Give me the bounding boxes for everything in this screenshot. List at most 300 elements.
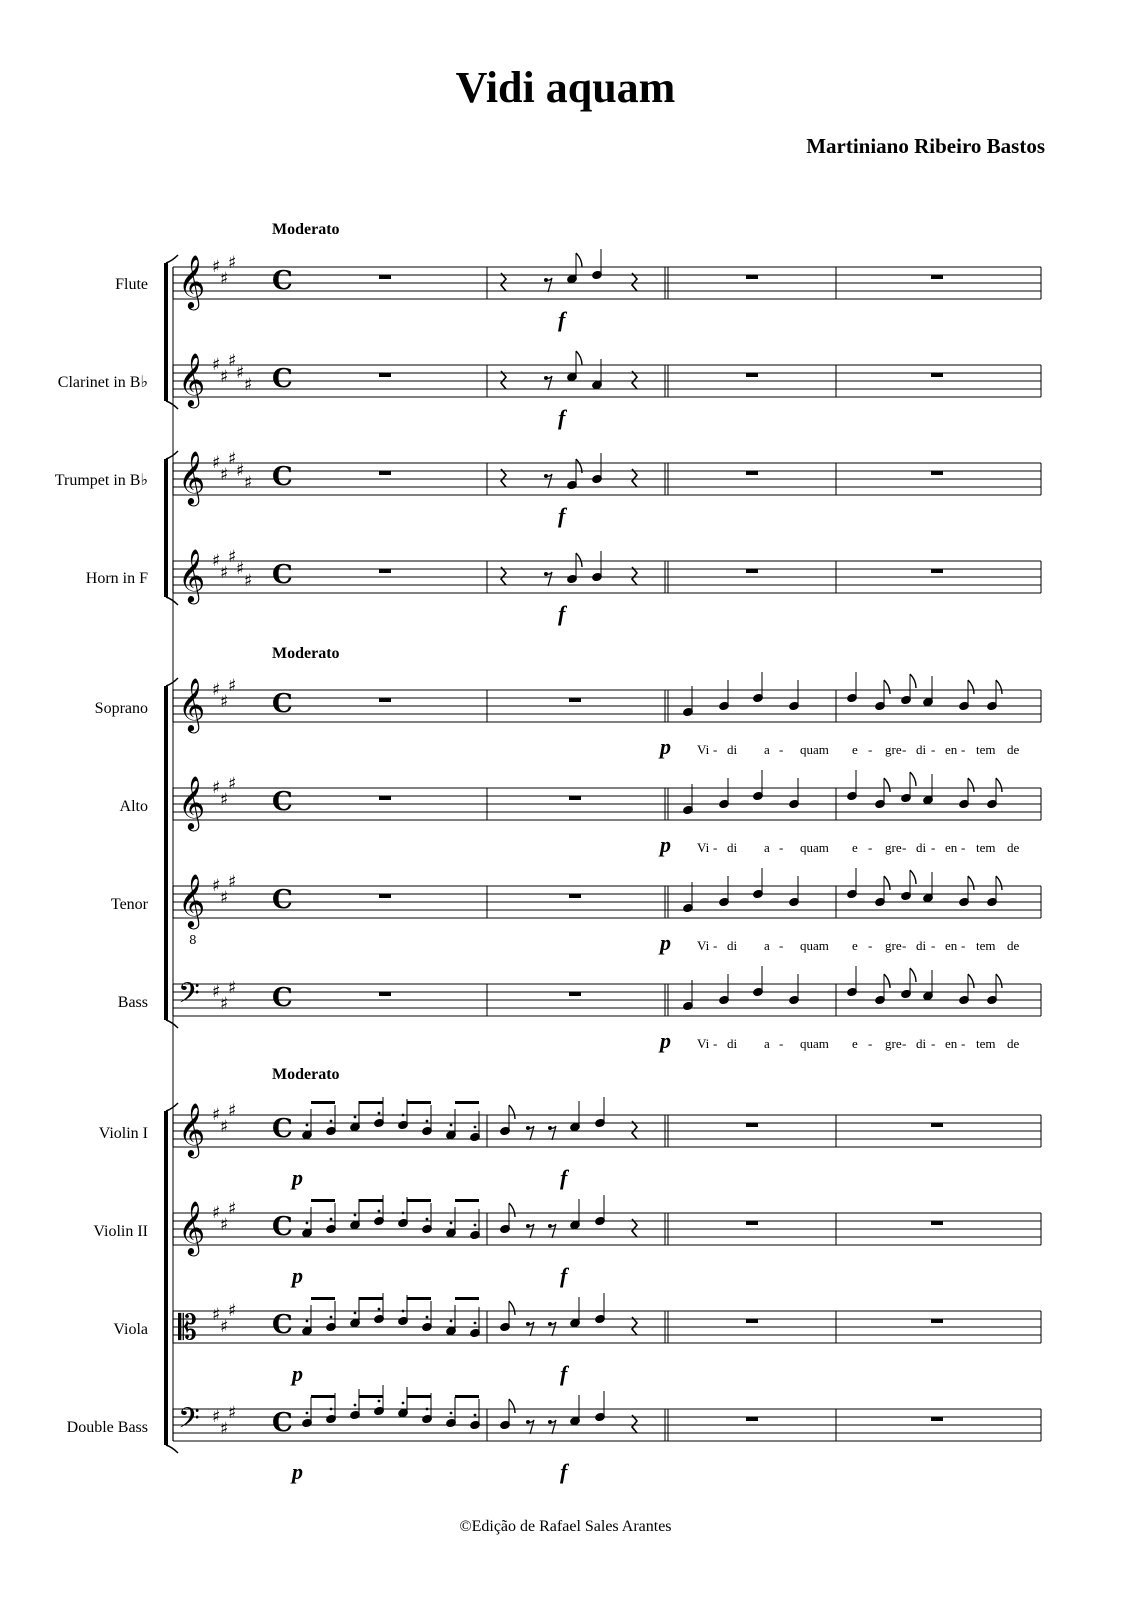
staccato-dot xyxy=(330,1120,333,1123)
lyric-syllable: quam xyxy=(800,840,829,855)
key-sharp: ♯ xyxy=(228,1101,237,1121)
eighth-rest xyxy=(546,474,552,488)
staccato-dot xyxy=(450,1412,453,1415)
lyric-syllable: tem xyxy=(976,840,996,855)
lyric-syllable: - xyxy=(902,742,907,757)
whole-rest xyxy=(931,569,943,573)
quarter-rest xyxy=(501,567,506,585)
note-flag xyxy=(509,1203,515,1217)
staccato-dot xyxy=(354,1214,357,1217)
dynamic-piano: p xyxy=(660,1028,671,1053)
note-flag xyxy=(509,1301,515,1315)
treble-clef: 𝄞 xyxy=(178,450,206,504)
quarter-rest xyxy=(632,469,637,487)
key-sharp: ♯ xyxy=(228,547,237,567)
time-signature: C xyxy=(272,689,293,719)
beam xyxy=(407,1395,431,1398)
tenor-octave-mark: 8 xyxy=(189,933,197,947)
bracket-strings-tip xyxy=(166,1103,178,1111)
lyric-syllable: di xyxy=(727,742,738,757)
staccato-dot xyxy=(330,1408,333,1411)
lyric-syllable: - xyxy=(779,742,784,757)
lyric-syllable: quam xyxy=(800,938,829,953)
lyric-syllable: en xyxy=(945,742,958,757)
quarter-rest xyxy=(632,1121,637,1139)
tempo-strings: Moderato xyxy=(272,1066,340,1083)
lyric-syllable: - xyxy=(713,742,718,757)
time-signature: C xyxy=(272,885,293,915)
dynamic-forte: f xyxy=(560,1263,568,1288)
staccato-dot xyxy=(378,1112,381,1115)
treble-clef: 𝄞 xyxy=(178,548,206,602)
key-sharp: ♯ xyxy=(228,676,237,696)
lyric-syllable: - xyxy=(961,742,966,757)
whole-rest xyxy=(746,1221,758,1225)
key-sharp: ♯ xyxy=(228,978,237,998)
staff xyxy=(173,449,1041,506)
note-flag xyxy=(509,1399,515,1413)
lyric-syllable: Vi xyxy=(697,840,710,855)
label-clarinet: Clarinet in B♭ xyxy=(57,374,148,391)
key-sharp: ♯ xyxy=(228,872,237,892)
note-flag xyxy=(910,870,916,884)
lyric-syllable: - xyxy=(713,938,718,953)
staff xyxy=(173,253,1041,310)
beam xyxy=(311,1395,335,1398)
key-sharp: ♯ xyxy=(212,257,221,277)
key-sharp: ♯ xyxy=(228,1403,237,1423)
whole-rest xyxy=(379,373,391,377)
eighth-rest xyxy=(528,1126,534,1140)
staccato-dot xyxy=(426,1316,429,1319)
piece-title: Vidi aquam xyxy=(455,63,676,112)
lyric-syllable: - xyxy=(931,742,936,757)
lyric-syllable: a xyxy=(764,1036,770,1051)
note-flag xyxy=(509,1105,515,1119)
staff xyxy=(173,1301,1041,1348)
lyric-syllable: di xyxy=(727,840,738,855)
eighth-rest xyxy=(528,1322,534,1336)
time-signature: C xyxy=(272,787,293,817)
tempo-winds: Moderato xyxy=(272,221,340,238)
key-sharp: ♯ xyxy=(228,253,237,273)
beam xyxy=(455,1297,479,1300)
staccato-dot xyxy=(354,1312,357,1315)
lyric-syllable: di xyxy=(727,938,738,953)
lyric-syllable: en xyxy=(945,840,958,855)
key-sharp: ♯ xyxy=(212,982,221,1002)
lyric-syllable: tem xyxy=(976,742,996,757)
key-sharp: ♯ xyxy=(212,1305,221,1325)
time-signature: C xyxy=(272,983,293,1013)
lyric-syllable: de xyxy=(1007,742,1020,757)
lyric-syllable: quam xyxy=(800,1036,829,1051)
whole-rest xyxy=(931,471,943,475)
dynamic-forte: f xyxy=(560,1459,568,1484)
dynamic-piano: p xyxy=(660,930,671,955)
staccato-dot xyxy=(306,1320,309,1323)
whole-rest xyxy=(379,471,391,475)
key-sharp: ♯ xyxy=(244,375,253,395)
bracket-strings-tip xyxy=(166,1445,178,1453)
key-sharp: ♯ xyxy=(236,461,245,481)
eighth-rest xyxy=(528,1224,534,1238)
staccato-dot xyxy=(474,1126,477,1129)
key-sharp: ♯ xyxy=(236,559,245,579)
note-flag xyxy=(968,876,974,890)
note-flag xyxy=(968,974,974,988)
key-sharp: ♯ xyxy=(220,888,229,908)
treble-clef: 𝄞 xyxy=(178,775,206,829)
label-soprano: Soprano xyxy=(94,700,148,717)
lyric-syllable: di xyxy=(727,1036,738,1051)
whole-rest xyxy=(569,992,581,996)
staccato-dot xyxy=(306,1222,309,1225)
staccato-dot xyxy=(378,1400,381,1403)
lyric-syllable: - xyxy=(902,938,907,953)
dynamic-piano: p xyxy=(292,1459,303,1484)
note-flag xyxy=(996,876,1002,890)
key-sharp: ♯ xyxy=(220,1117,229,1137)
lyric-syllable: - xyxy=(902,1036,907,1051)
beam xyxy=(455,1199,479,1202)
staff xyxy=(173,1199,1041,1256)
dynamic-forte: f xyxy=(558,405,566,430)
lyric-syllable: a xyxy=(764,938,770,953)
staccato-dot xyxy=(426,1218,429,1221)
dynamic-forte: f xyxy=(558,307,566,332)
key-sharp: ♯ xyxy=(220,994,229,1014)
key-sharp: ♯ xyxy=(212,1203,221,1223)
lyric-syllable: - xyxy=(779,938,784,953)
lyric-syllable: di xyxy=(916,1036,927,1051)
bracket-brass-tip xyxy=(166,597,178,605)
lyric-syllable: - xyxy=(868,1036,873,1051)
staff xyxy=(173,351,1041,408)
treble-clef: 𝄞 xyxy=(178,1200,206,1254)
tempo-marks xyxy=(272,221,340,1083)
lyric-syllable: - xyxy=(961,938,966,953)
lyric-syllable: de xyxy=(1007,938,1020,953)
lyric-syllable: gre xyxy=(885,840,902,855)
note-flag xyxy=(968,680,974,694)
bracket-brass-tip xyxy=(166,451,178,459)
lyric-syllable: - xyxy=(931,938,936,953)
key-sharp: ♯ xyxy=(220,269,229,289)
beam xyxy=(359,1199,383,1202)
note-flag xyxy=(576,553,582,567)
key-sharp: ♯ xyxy=(244,473,253,493)
note-flag xyxy=(576,253,582,267)
lyric-syllable: gre xyxy=(885,938,902,953)
key-sharp: ♯ xyxy=(220,692,229,712)
key-sharp: ♯ xyxy=(228,351,237,371)
treble-clef: 𝄞 xyxy=(178,873,206,927)
lyric-syllable: gre xyxy=(885,1036,902,1051)
whole-rest xyxy=(379,992,391,996)
whole-rest xyxy=(379,796,391,800)
label-alto: Alto xyxy=(119,798,148,815)
key-sharp: ♯ xyxy=(228,1301,237,1321)
whole-rest xyxy=(379,569,391,573)
label-violin-1: Violin I xyxy=(98,1125,148,1142)
treble-clef: 𝄞 xyxy=(178,677,206,731)
key-sharp: ♯ xyxy=(244,571,253,591)
eighth-rest xyxy=(550,1126,556,1140)
lyric-syllable: di xyxy=(916,840,927,855)
lyric-syllable: Vi xyxy=(697,938,710,953)
eighth-rest xyxy=(546,278,552,292)
lyric-syllable: e xyxy=(852,840,858,855)
lyric-syllable: - xyxy=(931,840,936,855)
treble-clef: 𝄞 xyxy=(178,352,206,406)
bass-clef: 𝄢 xyxy=(178,977,200,1017)
whole-rest xyxy=(746,471,758,475)
lyric-syllable: - xyxy=(961,1036,966,1051)
staccato-dot xyxy=(474,1414,477,1417)
label-violin-2: Violin II xyxy=(93,1223,148,1240)
lyric-syllable: en xyxy=(945,938,958,953)
staccato-dot xyxy=(450,1124,453,1127)
whole-rest xyxy=(931,275,943,279)
note-flag xyxy=(996,680,1002,694)
key-sharp: ♯ xyxy=(212,778,221,798)
lyric-syllable: gre xyxy=(885,742,902,757)
lyric-syllable: - xyxy=(868,840,873,855)
key-sharp: ♯ xyxy=(220,367,229,387)
eighth-rest xyxy=(550,1420,556,1434)
whole-rest xyxy=(379,698,391,702)
label-double-bass: Double Bass xyxy=(66,1419,148,1436)
staccato-dot xyxy=(354,1116,357,1119)
whole-rest xyxy=(746,1417,758,1421)
note-flag xyxy=(996,974,1002,988)
quarter-rest xyxy=(632,1219,637,1237)
lyric-syllable: di xyxy=(916,938,927,953)
lyric-syllable: - xyxy=(713,840,718,855)
lyric-syllable: en xyxy=(945,1036,958,1051)
lyric-syllable: - xyxy=(713,1036,718,1051)
note-flag xyxy=(968,778,974,792)
key-sharp: ♯ xyxy=(228,774,237,794)
beam xyxy=(311,1199,335,1202)
quarter-rest xyxy=(632,1317,637,1335)
lyric-syllable: - xyxy=(779,840,784,855)
time-signature: C xyxy=(272,1212,293,1242)
whole-rest xyxy=(379,275,391,279)
composer-name: Martiniano Ribeiro Bastos xyxy=(806,134,1045,158)
quarter-rest xyxy=(632,371,637,389)
eighth-rest xyxy=(546,572,552,586)
time-signature: C xyxy=(272,1114,293,1144)
lyric-syllable: e xyxy=(852,1036,858,1051)
time-signature: C xyxy=(272,1408,293,1438)
key-sharp: ♯ xyxy=(220,790,229,810)
bracket-woodwinds-tip xyxy=(166,255,178,263)
staccato-dot xyxy=(426,1408,429,1411)
beam xyxy=(359,1297,383,1300)
beam xyxy=(311,1101,335,1104)
lyric-syllable: a xyxy=(764,840,770,855)
note-flag xyxy=(996,778,1002,792)
beam xyxy=(407,1101,431,1104)
edition-credit: ©Edição de Rafael Sales Arantes xyxy=(459,1518,672,1535)
lyric-syllable: Vi xyxy=(697,1036,710,1051)
lyric-syllable: - xyxy=(931,1036,936,1051)
staccato-dot xyxy=(402,1310,405,1313)
key-sharp: ♯ xyxy=(228,1199,237,1219)
instrument-labels xyxy=(55,276,149,1436)
eighth-rest xyxy=(550,1224,556,1238)
label-trumpet: Trumpet in B♭ xyxy=(54,472,148,489)
whole-rest xyxy=(746,275,758,279)
beam xyxy=(455,1395,479,1398)
eighth-rest xyxy=(528,1420,534,1434)
dynamic-piano: p xyxy=(292,1263,303,1288)
label-tenor: Tenor xyxy=(110,896,148,913)
dynamic-forte: f xyxy=(560,1165,568,1190)
key-sharp: ♯ xyxy=(236,363,245,383)
tempo-voices: Moderato xyxy=(272,645,340,662)
eighth-rest xyxy=(550,1322,556,1336)
staff xyxy=(173,547,1041,604)
key-sharp: ♯ xyxy=(212,876,221,896)
bracket-voices-tip xyxy=(166,678,178,686)
key-sharp: ♯ xyxy=(220,1215,229,1235)
dynamic-piano: p xyxy=(292,1165,303,1190)
label-viola: Viola xyxy=(113,1321,148,1338)
whole-rest xyxy=(746,1123,758,1127)
label-bass: Bass xyxy=(117,994,148,1011)
note-flag xyxy=(884,974,890,988)
note-flag xyxy=(884,680,890,694)
beam xyxy=(407,1297,431,1300)
time-signature: C xyxy=(272,462,293,492)
time-signature: C xyxy=(272,364,293,394)
staff xyxy=(173,774,1041,831)
staccato-dot xyxy=(474,1224,477,1227)
key-sharp: ♯ xyxy=(220,465,229,485)
whole-rest xyxy=(569,698,581,702)
lyric-syllable: e xyxy=(852,742,858,757)
lyric-syllable: di xyxy=(916,742,927,757)
staccato-dot xyxy=(306,1124,309,1127)
lyric-syllable: quam xyxy=(800,742,829,757)
treble-clef: 𝄞 xyxy=(178,254,206,308)
staccato-dot xyxy=(378,1210,381,1213)
staccato-dot xyxy=(450,1222,453,1225)
lyric-syllable: - xyxy=(868,742,873,757)
beam xyxy=(311,1297,335,1300)
staccato-dot xyxy=(402,1114,405,1117)
staff xyxy=(173,1101,1041,1158)
lyric-syllable: tem xyxy=(976,938,996,953)
dynamic-piano: p xyxy=(660,832,671,857)
lyric-syllable: - xyxy=(779,1036,784,1051)
whole-rest xyxy=(746,373,758,377)
staccato-dot xyxy=(378,1308,381,1311)
quarter-rest xyxy=(632,567,637,585)
whole-rest xyxy=(931,1417,943,1421)
staccato-dot xyxy=(330,1218,333,1221)
lyric-syllable: - xyxy=(902,840,907,855)
key-sharp: ♯ xyxy=(212,680,221,700)
whole-rest xyxy=(931,1123,943,1127)
staccato-dot xyxy=(306,1412,309,1415)
beam xyxy=(359,1101,383,1104)
dynamic-forte: f xyxy=(560,1361,568,1386)
lyric-syllable: a xyxy=(764,742,770,757)
key-sharp: ♯ xyxy=(212,1105,221,1125)
note-flag xyxy=(910,674,916,688)
whole-rest xyxy=(746,569,758,573)
key-sharp: ♯ xyxy=(212,453,221,473)
staccato-dot xyxy=(474,1322,477,1325)
key-sharp: ♯ xyxy=(220,1317,229,1337)
note-flag xyxy=(910,772,916,786)
beam xyxy=(359,1395,383,1398)
dynamic-piano: p xyxy=(660,734,671,759)
bracket-woodwinds-tip xyxy=(166,401,178,409)
staff xyxy=(173,872,1041,929)
label-flute: Flute xyxy=(115,276,148,293)
key-sharp: ♯ xyxy=(220,563,229,583)
staccato-dot xyxy=(330,1316,333,1319)
staccato-dot xyxy=(354,1404,357,1407)
beam xyxy=(407,1199,431,1202)
key-sharp: ♯ xyxy=(212,551,221,571)
bass-clef: 𝄢 xyxy=(178,1402,200,1442)
whole-rest xyxy=(931,1221,943,1225)
dynamic-forte: f xyxy=(558,503,566,528)
staccato-dot xyxy=(402,1402,405,1405)
whole-rest xyxy=(931,1319,943,1323)
whole-rest xyxy=(569,796,581,800)
lyric-syllable: Vi xyxy=(697,742,710,757)
quarter-rest xyxy=(632,1415,637,1433)
time-signature: C xyxy=(272,560,293,590)
beam xyxy=(455,1101,479,1104)
lyric-syllable: - xyxy=(868,938,873,953)
note-flag xyxy=(910,968,916,982)
staccato-dot xyxy=(426,1120,429,1123)
lyric-syllable: - xyxy=(961,840,966,855)
key-sharp: ♯ xyxy=(228,449,237,469)
eighth-rest xyxy=(546,376,552,390)
note-flag xyxy=(884,778,890,792)
staff xyxy=(173,977,1041,1017)
time-signature: C xyxy=(272,1310,293,1340)
lyric-syllable: tem xyxy=(976,1036,996,1051)
key-sharp: ♯ xyxy=(212,1407,221,1427)
staff xyxy=(173,676,1041,733)
alto-clef: 𝄡 xyxy=(178,1308,197,1348)
key-sharp: ♯ xyxy=(212,355,221,375)
note-flag xyxy=(576,351,582,365)
dynamic-piano: p xyxy=(292,1361,303,1386)
lyric-syllable: de xyxy=(1007,840,1020,855)
dynamic-forte: f xyxy=(558,601,566,626)
dynamics xyxy=(290,307,671,1484)
lyric-syllable: e xyxy=(852,938,858,953)
staccato-dot xyxy=(402,1212,405,1215)
whole-rest xyxy=(569,894,581,898)
whole-rest xyxy=(746,1319,758,1323)
bracket-voices-tip xyxy=(166,1020,178,1028)
quarter-rest xyxy=(501,469,506,487)
lyric-syllable: de xyxy=(1007,1036,1020,1051)
treble-clef: 𝄞 xyxy=(178,1102,206,1156)
